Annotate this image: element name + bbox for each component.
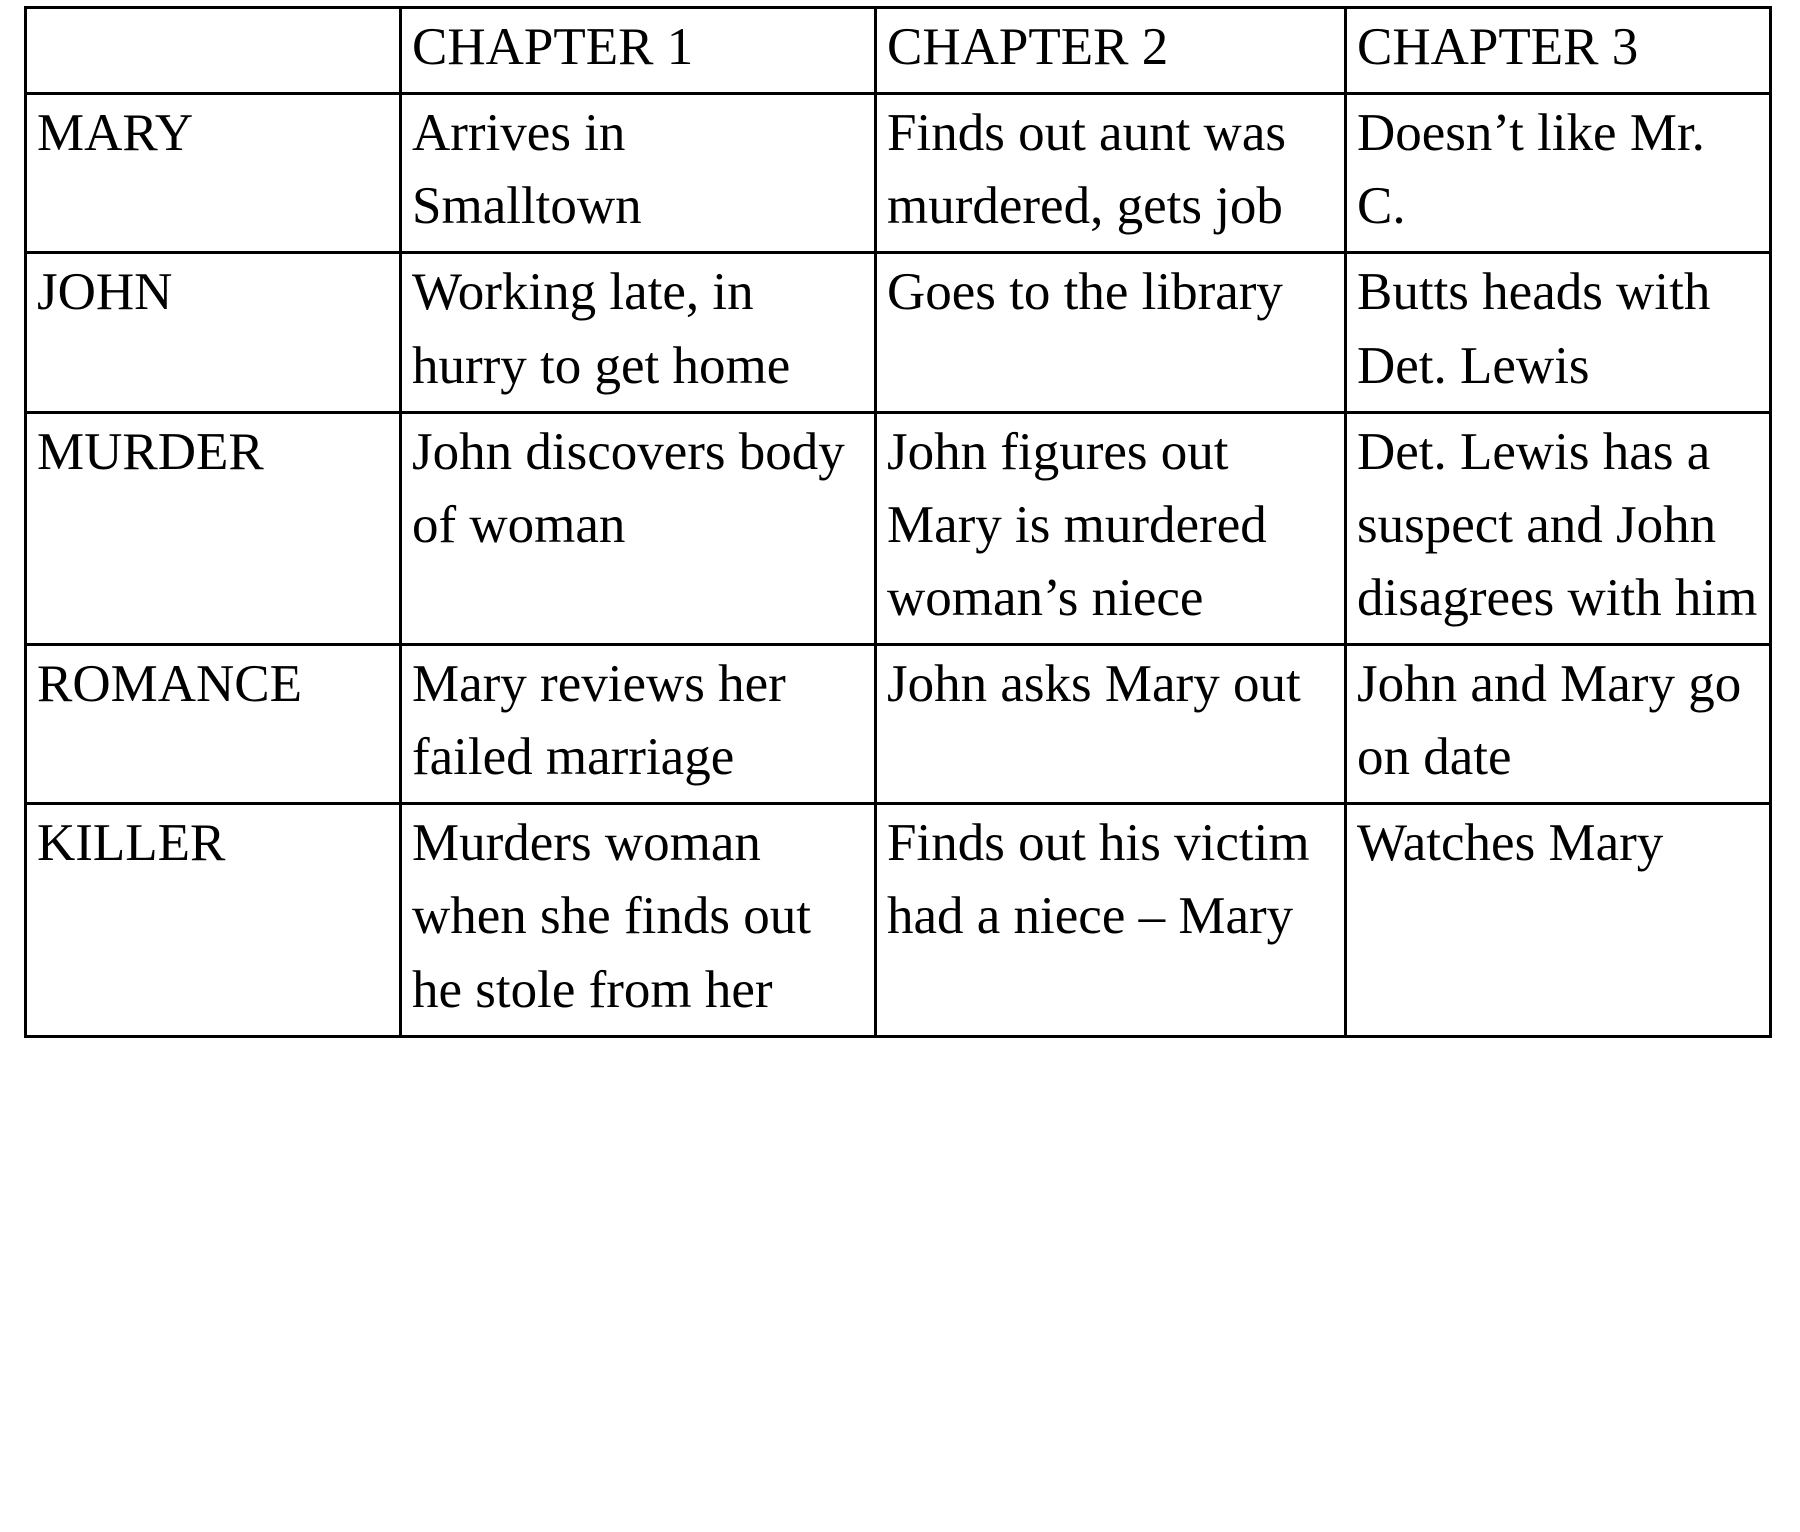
cell-murder-chapter-3: Det. Lewis has a suspect and John disagrees with him: [1346, 412, 1771, 644]
cell-murder-chapter-2: John figures out Mary is murdered woman’s niece: [876, 412, 1346, 644]
cell-romance-chapter-2: John asks Mary out: [876, 645, 1346, 804]
row-label-romance: ROMANCE: [26, 645, 401, 804]
column-header-chapter-3: CHAPTER 3: [1346, 8, 1771, 94]
cell-romance-chapter-1: Mary reviews her failed marriage: [401, 645, 876, 804]
table-corner-cell: [26, 8, 401, 94]
table-row: [26, 253, 1771, 412]
table-row: [26, 804, 1771, 1036]
row-label-mary: MARY: [26, 94, 401, 253]
row-label-killer: KILLER: [26, 804, 401, 1036]
cell-mary-chapter-3: Doesn’t like Mr. C.: [1346, 94, 1771, 253]
column-header-chapter-2: CHAPTER 2: [876, 8, 1346, 94]
table-header-row: [26, 8, 1771, 94]
row-label-murder: MURDER: [26, 412, 401, 644]
cell-mary-chapter-1: Arrives in Smalltown: [401, 94, 876, 253]
table-row: [26, 94, 1771, 253]
cell-murder-chapter-1: John discovers body of woman: [401, 412, 876, 644]
cell-mary-chapter-2: Finds out aunt was murdered, gets job: [876, 94, 1346, 253]
plot-grid-table: [24, 6, 1772, 1038]
cell-killer-chapter-2: Finds out his victim had a niece – Mary: [876, 804, 1346, 1036]
cell-john-chapter-3: Butts heads with Det. Lewis: [1346, 253, 1771, 412]
cell-john-chapter-1: Working late, in hurry to get home: [401, 253, 876, 412]
table-row: [26, 645, 1771, 804]
cell-killer-chapter-1: Murders woman when she finds out he stole from her: [401, 804, 876, 1036]
column-header-chapter-1: CHAPTER 1: [401, 8, 876, 94]
cell-romance-chapter-3: John and Mary go on date: [1346, 645, 1771, 804]
cell-john-chapter-2: Goes to the library: [876, 253, 1346, 412]
cell-killer-chapter-3: Watches Mary: [1346, 804, 1771, 1036]
table-row: [26, 412, 1771, 644]
row-label-john: JOHN: [26, 253, 401, 412]
